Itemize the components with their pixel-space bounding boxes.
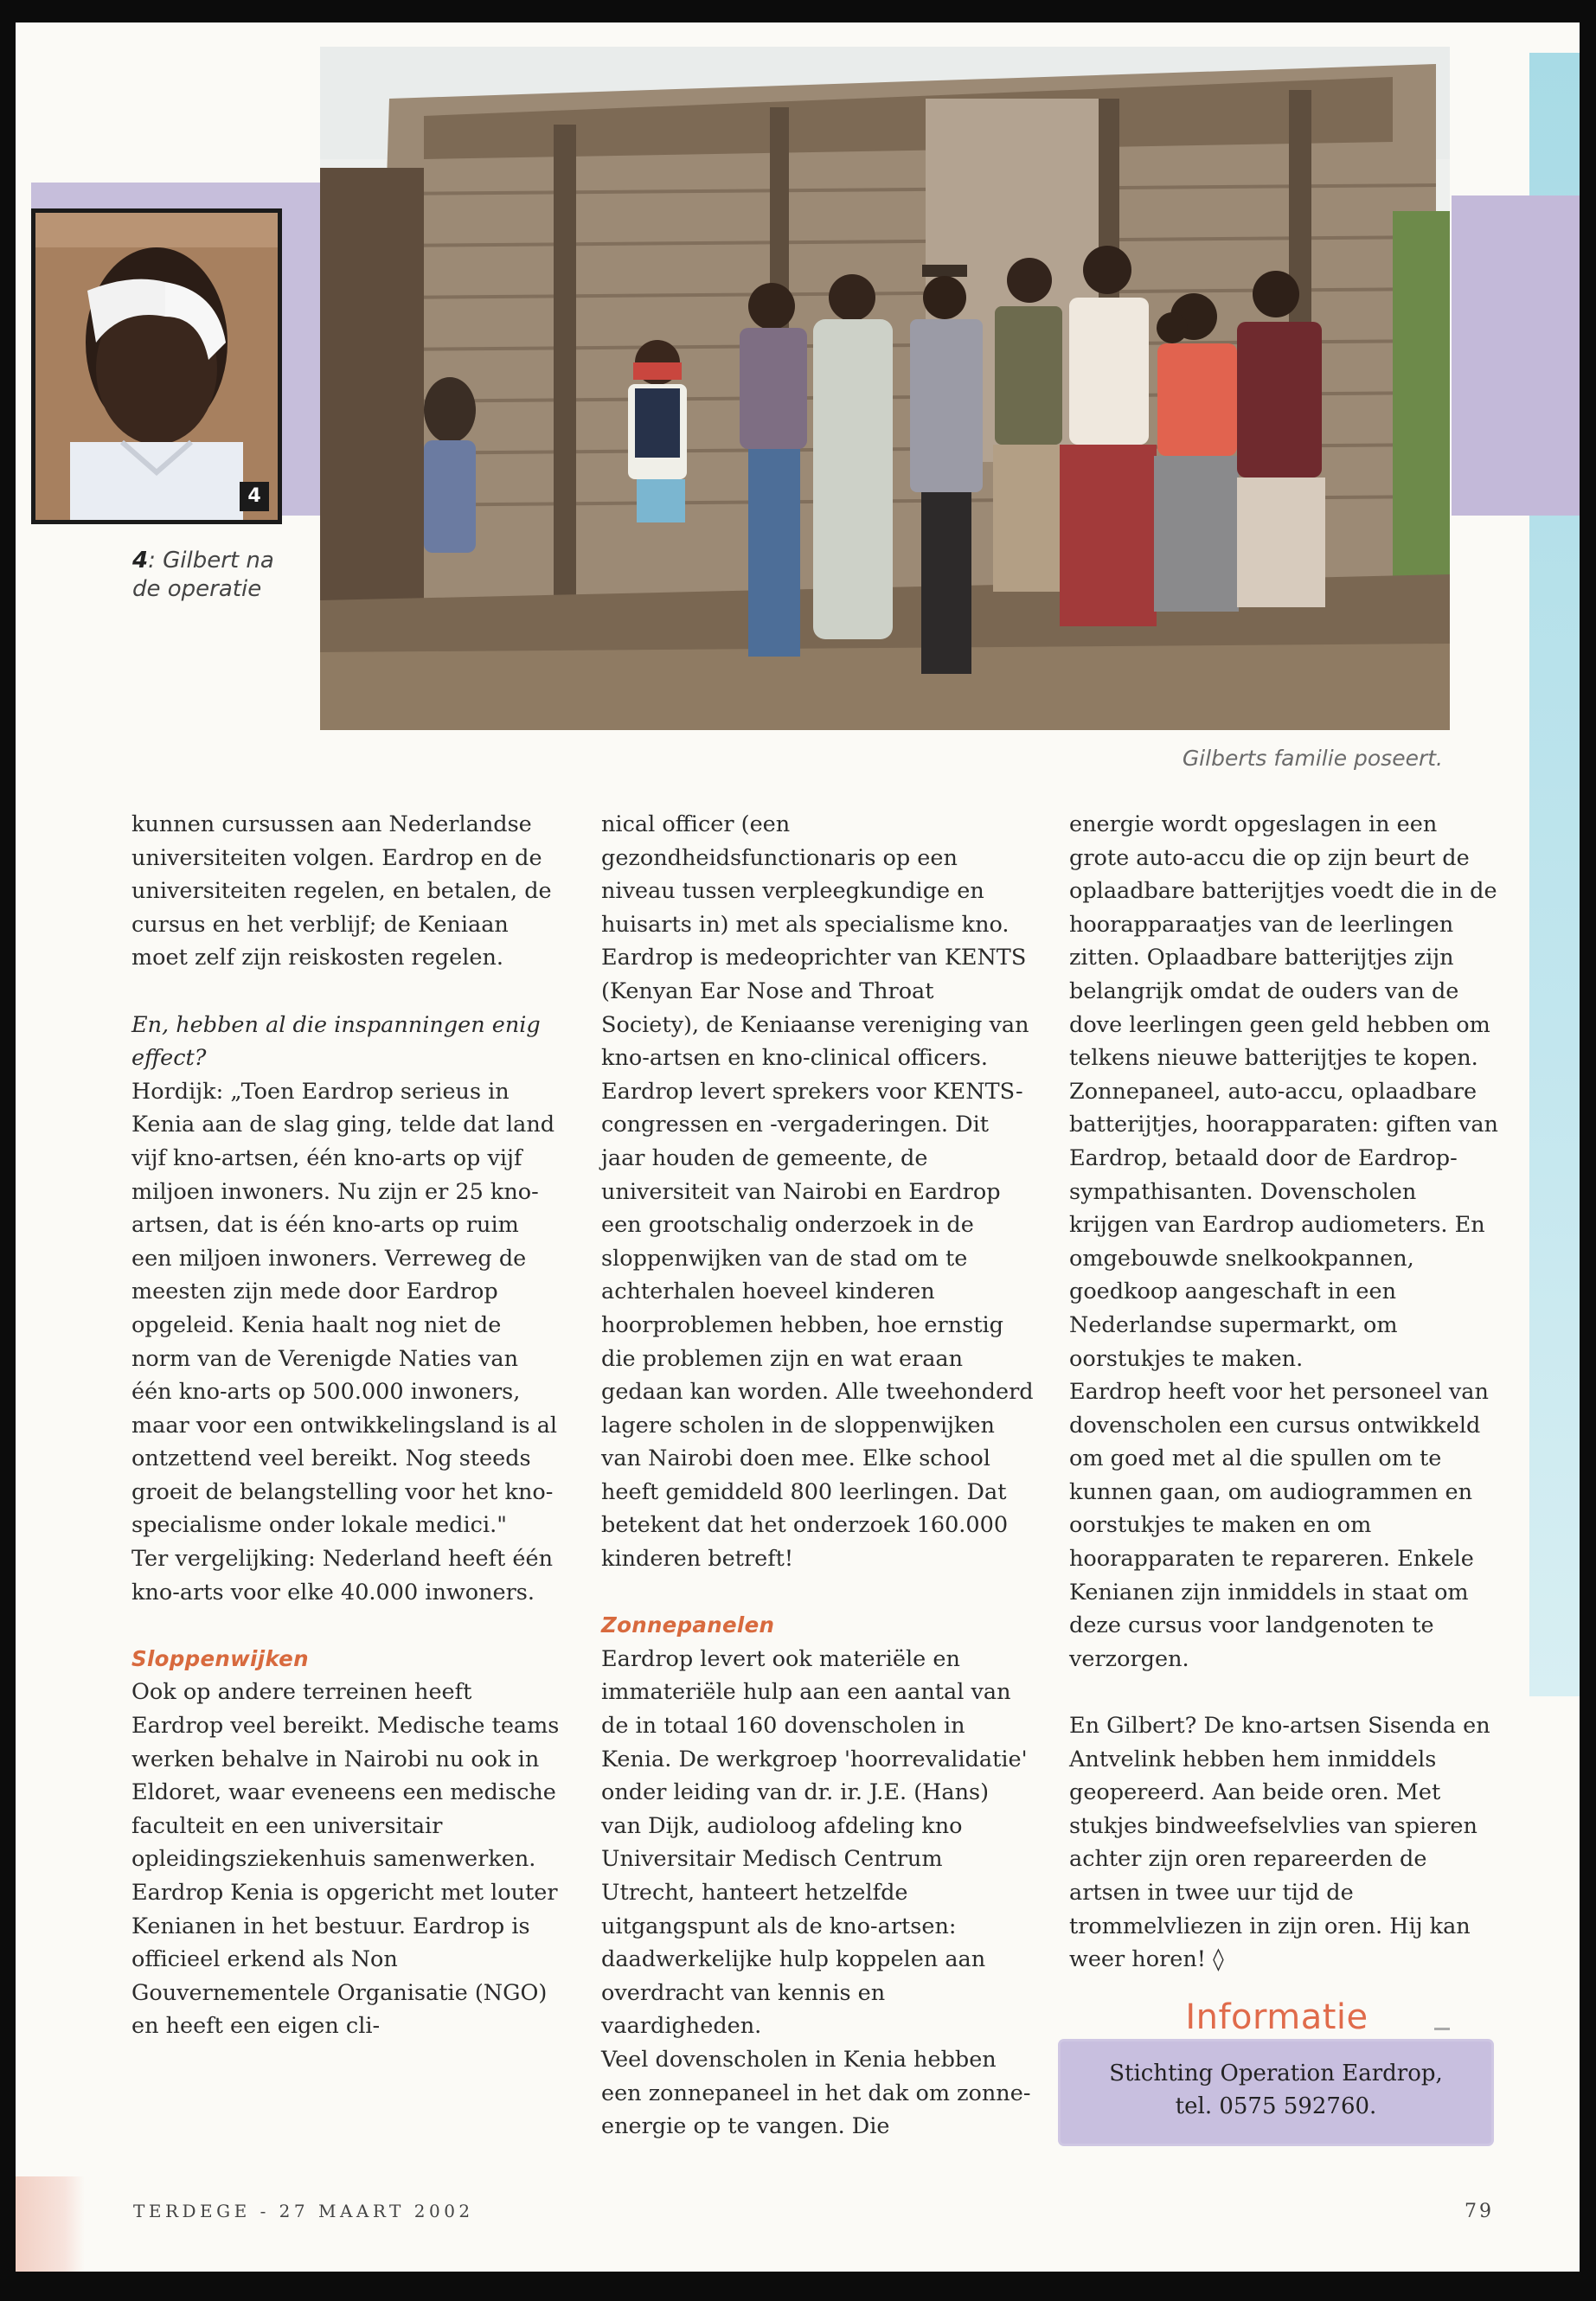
magazine-page <box>16 22 1580 2272</box>
paragraph: Veel dovenscholen in Kenia hebben een zonnepaneel in het dak om zonne-energie op te vangen. Die <box>601 2046 1031 2140</box>
subheading-sloppenwijken: Sloppenwijken <box>131 1645 309 1671</box>
paragraph: En Gilbert? De kno-artsen Sisenda en Antvelink hebben hem inmiddels geopereerd. Aan beide oren. Met stukjes bindweefselvlies van spieren achter zijn oren repareerden de artsen in twee uur tijd de trommelvliezen in zijn oren. Hij kan weer horen! ◊ <box>1069 1713 1490 1973</box>
paragraph: nical officer (een gezondheidsfunctionaris op een niveau tussen verpleegkundige en huisarts in) met als specialisme kno. Eardrop is medeoprichter van KENTS (Kenyan Ear Nose and Throat Society), de Keniaanse vereniging van kno-artsen en kno-clinical officers. Eardrop levert sprekers voor KENTS-congressen en -vergaderingen. Dit jaar houden de gemeente, de universiteit van Nairobi en Eardrop een grootschalig onderzoek in de sloppenwijken van de stad om te achterhalen hoeveel kinderen hoorproblemen hebben, hoe ernstig die problemen zijn en wat eraan gedaan kan worden. Alle tweehonderd lagere scholen in de sloppenwijken van Nairobi doen mee. Elke school heeft gemiddeld 800 leerlingen. Dat betekent dat het onderzoek 160.000 kinderen betreft! <box>601 811 1034 1573</box>
gilbert-portrait <box>31 208 282 524</box>
paragraph: Eardrop heeft voor het personeel van dovenscholen een cursus ontwikkeld om goed met al die spullen om te kunnen gaan, om audiogrammen en oorstukjes te maken en om hoorapparaten te repareren. Enkele Kenianen zijn inmiddels in staat om deze cursus voor landgenoten te verzorgen. <box>1069 1379 1489 1672</box>
text-column-2 <box>601 808 1034 2144</box>
info-title: Informatie <box>1185 1997 1368 2037</box>
decorative-lavender-block <box>1452 195 1580 516</box>
paragraph: Ter vergelijking: Nederland heeft één kno-arts voor elke 40.000 inwoners. <box>131 1546 554 1606</box>
info-box <box>1061 2041 1491 2144</box>
decorative-peach-strip <box>16 2176 85 2272</box>
page-number: 79 <box>1465 2201 1494 2222</box>
decorative-dash <box>1434 2028 1450 2030</box>
paragraph: Eardrop levert ook materiële en immateriële hulp aan een aantal van de in totaal 160 dovenscholen in Kenia. De werkgroep 'hoorrevalidatie' onder leiding van dr. ir. J.E. (Hans) van Dijk, audioloog afdeling kno Universitair Medisch Centrum Utrecht, hanteert hetzelfde uitgangspunt als de kno-artsen: daadwerkelijke hulp koppelen aan overdracht van kennis en vaardigheden. <box>601 1645 1028 2040</box>
text-column-3 <box>1069 808 1502 1977</box>
text-column-1 <box>131 808 564 2043</box>
paragraph: Ook op andere terreinen heeft Eardrop veel bereikt. Medische teams werken behalve in Nairobi nu ook in Eldoret, waar eveneens een medische faculteit en een universitair opleidingsziekenhuis samenwerken. Eardrop Kenia is opgericht met louter Kenianen in het bestuur. Eardrop is officieel erkend als Non Gouvernementele Organisatie (NGO) en heeft een eigen cli- <box>131 1679 560 2040</box>
photo-caption: Gilberts familie poseert. <box>1182 746 1443 771</box>
paragraph: Hordijk: „Toen Eardrop serieus in Kenia aan de slag ging, telde dat land vijf kno-artsen, één kno-arts op vijf miljoen inwoners. Nu zijn er 25 kno-artsen, dat is één kno-arts op ruim een miljoen inwoners. Verreweg de meesten zijn mede door Eardrop opgeleid. Kenia haalt nog niet de norm van de Verenigde Naties van één kno-arts op 500.000 inwoners, maar voor een ontwikkelingsland is al ontzettend veel bereikt. Nog steeds groeit de belangstelling voor het kno-specialisme onder lokale medici." <box>131 1078 558 1539</box>
info-line-phone: tel. 0575 592760. <box>1175 2093 1377 2119</box>
inset-caption <box>132 547 305 604</box>
inset-caption-number: 4 <box>132 548 149 574</box>
family-photo <box>320 47 1450 730</box>
paragraph: energie wordt opgeslagen in een grote auto-accu die op zijn beurt de oplaadbare batterijtjes voedt die in de hoorapparaatjes van de leerlingen zitten. Oplaadbare batterijtjes zijn belangrijk omdat de ouders van de dove leerlingen geen geld hebben om telkens nieuwe batterijtjes te kopen. Zonnepaneel, auto-accu, oplaadbare batterijtjes, hoorapparaten: giften van Eardrop, betaald door de Eardrop-sympathisanten. Dovenscholen krijgen van Eardrop audiometers. En omgebouwde snelkookpannen, goedkoop aangeschaft in een Nederlandse supermarkt, om oorstukjes te maken. <box>1069 811 1498 1372</box>
inset-caption-text: : Gilbert na de operatie <box>132 548 274 602</box>
interview-question: En, hebben al die inspanningen enig effect? <box>131 1011 541 1072</box>
footer-publication: TERDEGE - 27 MAART 2002 <box>133 2201 474 2221</box>
photo-number-badge: 4 <box>240 482 269 511</box>
paragraph: kunnen cursussen aan Nederlandse universiteiten volgen. Eardrop en de universiteiten regelen, en betalen, de cursus en het verblijf; de Keniaan moet zelf zijn reiskosten regelen. <box>131 811 552 971</box>
subheading-zonnepanelen: Zonnepanelen <box>601 1612 775 1638</box>
info-line-organisation: Stichting Operation Eardrop, <box>1109 2061 1443 2086</box>
